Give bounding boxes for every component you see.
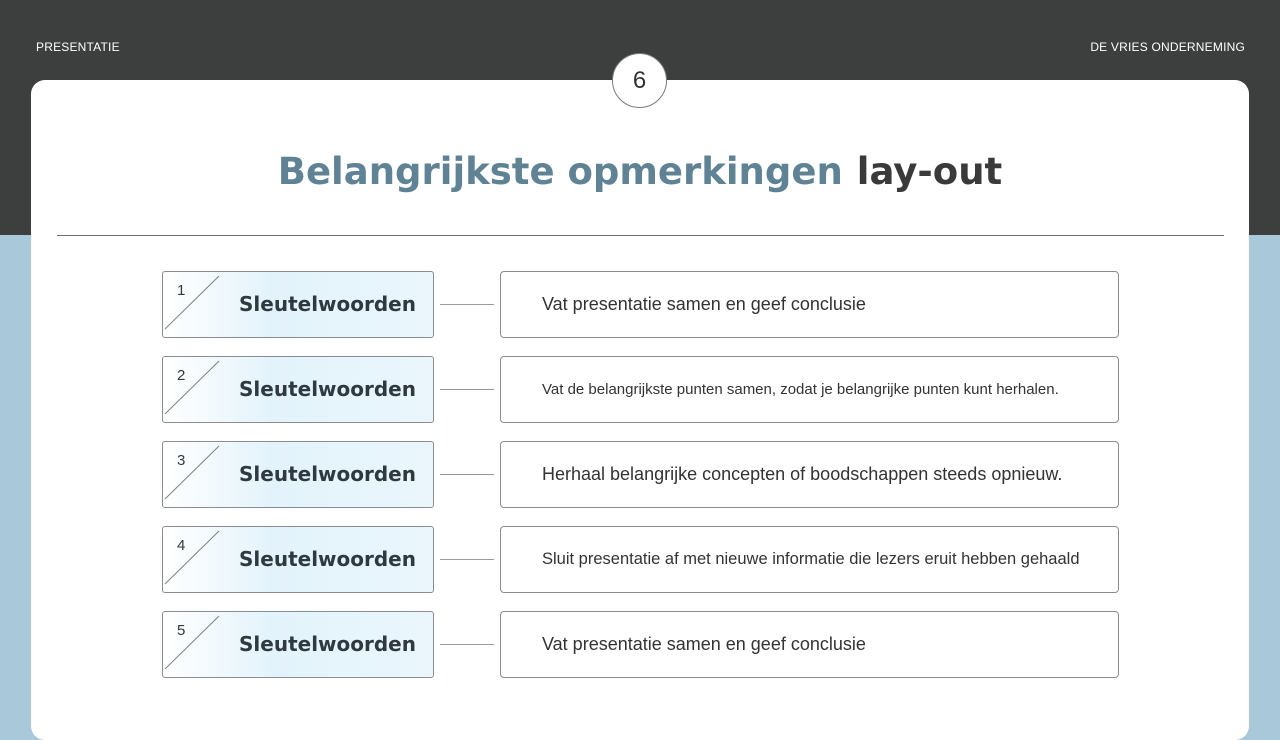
keyword-label: Sleutelwoorden xyxy=(239,632,416,656)
item-number: 4 xyxy=(177,537,186,554)
description-box xyxy=(500,271,1119,338)
item-number: 1 xyxy=(177,282,186,299)
list-item xyxy=(0,526,1280,593)
keyword-label: Sleutelwoorden xyxy=(239,292,416,316)
presentation-label: PRESENTATIE xyxy=(36,40,120,54)
description-text: Vat de belangrijkste punten samen, zodat je belangrijke punten kunt herhalen. xyxy=(542,381,1059,398)
description-text: Herhaal belangrijke concepten of boodschappen steeds opnieuw. xyxy=(542,464,1063,484)
slide-title-dark: lay-out xyxy=(856,150,1003,193)
connector-line xyxy=(440,559,494,560)
keyword-box xyxy=(162,356,434,423)
keyword-box xyxy=(162,441,434,508)
keyword-label: Sleutelwoorden xyxy=(239,462,416,486)
description-text: Vat presentatie samen en geef conclusie xyxy=(542,634,866,654)
description-text: Vat presentatie samen en geef conclusie xyxy=(542,294,866,314)
item-number: 5 xyxy=(177,622,186,639)
diagonal-line-icon xyxy=(163,272,223,338)
description-box xyxy=(500,611,1119,678)
list-item xyxy=(0,441,1280,508)
diagonal-line-icon xyxy=(163,442,223,508)
connector-line xyxy=(440,474,494,475)
keyword-box xyxy=(162,271,434,338)
keyword-box xyxy=(162,526,434,593)
title-divider xyxy=(57,235,1224,236)
connector-line xyxy=(440,389,494,390)
list-item xyxy=(0,611,1280,678)
diagonal-line-icon xyxy=(163,612,223,678)
page-number-badge: 6 xyxy=(612,53,667,108)
keyword-box xyxy=(162,611,434,678)
item-number: 3 xyxy=(177,452,186,469)
description-text: Sluit presentatie af met nieuwe informatie die lezers eruit hebben gehaald xyxy=(542,550,1080,568)
slide-title xyxy=(0,150,1280,193)
keyword-label: Sleutelwoorden xyxy=(239,377,416,401)
diagonal-line-icon xyxy=(163,357,223,423)
description-box xyxy=(500,526,1119,593)
list-item xyxy=(0,356,1280,423)
slide-title-accent: Belangrijkste opmerkingen xyxy=(277,150,843,193)
connector-line xyxy=(440,644,494,645)
connector-line xyxy=(440,304,494,305)
item-number: 2 xyxy=(177,367,186,384)
list-item xyxy=(0,271,1280,338)
company-name: DE VRIES ONDERNEMING xyxy=(1090,40,1245,54)
description-box xyxy=(500,441,1119,508)
keyword-label: Sleutelwoorden xyxy=(239,547,416,571)
diagonal-line-icon xyxy=(163,527,223,593)
description-box xyxy=(500,356,1119,423)
